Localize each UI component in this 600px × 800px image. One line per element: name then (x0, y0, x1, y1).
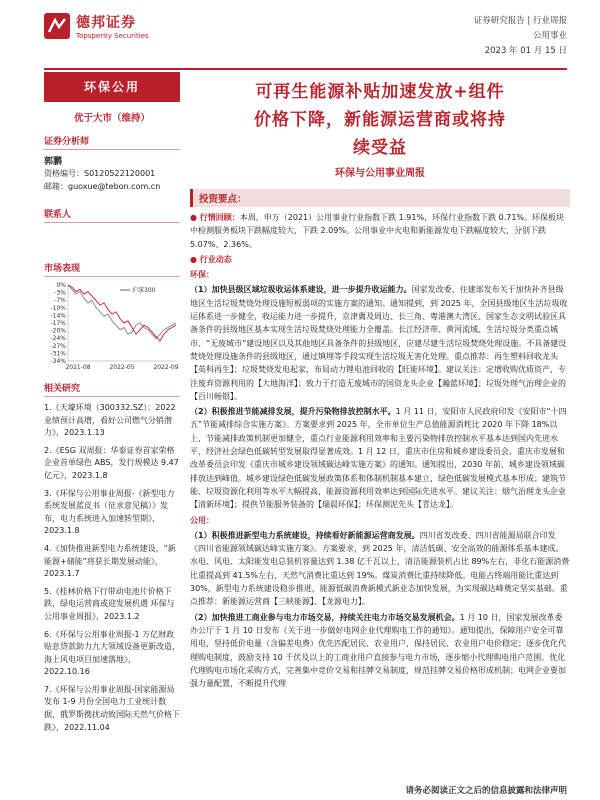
y-tick-label: -7% (54, 297, 66, 305)
y-tick-label: -3% (54, 289, 66, 297)
brand-name-en: Topsperity Securities (76, 32, 149, 40)
y-tick-label: -20% (50, 327, 66, 335)
related-list (44, 402, 180, 734)
sidebar (44, 72, 180, 784)
legend-label: 沪深300 (132, 287, 156, 294)
report-title (190, 78, 570, 162)
pub-item-1: （1）积极推进新型电力系统建设，持续看好新能源运营商发展。四川省发改委、四川省能源局联合印发《四川省能源领域碳达峰实施方案》。方案要求，到 2025 年，清洁低碳、安全高效的能源体系基本建成。水电、风电、太阳能发电总装机容量达到 1.38 亿千瓦以上，清洁能源装机占比 89%左右，非化石能源消费比重提高到 41.5%左右，天然气消费比重达到 19%。煤炭消费比重持续降低。电能占终端用能比重达到 30%，新型电力系统建设稳步推进，能源低碳消费新模式新业态加快发展，为实现碳达峰奠定坚实基础。重点推荐：新能源运营商【三峡能源】、【龙源电力】。 (190, 530, 570, 607)
related-item[interactable]: 4.《加快推进新型电力系统建设，“新能源+储能”将获长期发展动能》，2023.1.7 (44, 543, 176, 579)
title-line: 价格下降，新能源运营商或将持 (254, 110, 506, 130)
related-item[interactable]: 7.《环保与公用事业周报-国家能源局发布 1-9 月份全国电力工业统计数据，俄罗斯携扰动致国际天然气价格下跌》，2022.11.04 (44, 684, 180, 732)
related-section-title: 相关研究 (44, 381, 180, 397)
report-subtitle: 环保与公用事业周报 (335, 168, 425, 179)
analyst-name: 郭鹏 (44, 157, 63, 167)
market-section-title: 市场表现 (44, 261, 180, 277)
env-item-1: （1）加快县级区域垃圾收运体系建设，进一步提升收运能力。国家发改委、住建部发布关于加快补齐县级地区生活垃圾焚烧处理设施短板弱项的实施方案的通知。通知提到，到 2025 年，全国县级地区生活垃圾收运体系进一步健全，收运能力进一步提升，京津冀及周边、长三角、粤港澳大湾区、国家生态文明试验区具备条件的县级地区基本实现生活垃圾焚烧处理能力全覆盖。长江经济带、黄河流域、生活垃圾分类重点城市、“无废城市”建设地区以及其他地区具备条件的县级地区，应建尽建生活垃圾焚烧处理设施。不具备建设焚烧处理设施条件的县级地区，通过填埋等手段实现生活垃圾无害化处理。重点推荐：再生塑料回收龙头【英科再生】；垃圾焚烧发电起家，布局动力锂电池回收的【旺能环境】。建议关注：定增收购优质资产，专注废弃资源利用的【大地海洋】；致力于打造无废城市的国资龙头企业【瀚蓝环境】；垃圾处理气治理企业的【百川畅银】。 (190, 285, 568, 401)
y-tick-label: -34% (50, 358, 66, 365)
market-chart (44, 281, 180, 373)
y-tick-label: 0% (56, 282, 66, 289)
report-type: 证券研究报告 | 行业周报 (473, 16, 567, 26)
pub-label: 公用： (190, 515, 214, 525)
contacts-section-title: 联系人 (44, 207, 180, 223)
report-body (190, 211, 570, 690)
related-item[interactable]: 6.《环保与公用事业周报-1 万亿财政贴息贷款助力九大领域设备更新改造，海上风电项目加速落地》，2022.10.16 (44, 629, 180, 677)
invest-highlights-heading: 投资要点： (190, 189, 570, 207)
title-line: 续受益 (353, 138, 407, 158)
title-line: 可再生能源补贴加速发放+组件 (255, 82, 505, 102)
x-tick-label: 2022-05 (109, 364, 135, 371)
bullet-icon: ● (190, 213, 200, 222)
related-item[interactable]: 3.《环保与公用事业周报-《新型电力系统发展蓝皮书（征求意见稿）》发布，电力系统进入加速转型期》，2023.1.8 (44, 488, 175, 536)
legal-footer: 请务必阅读正文之后的信息披露和法律声明 (405, 786, 567, 796)
brand-logo (44, 12, 149, 40)
market-review: ● 行情回顾：本周，申万（2021）公用事业行业指数下跌 1.91%，环保行业指数下跌 0.71%。环保板块中检测服务板块下跌幅度较大，下跌 2.09%。公用事业中火电和新能源发电下跌幅度较大，分别下跌 5.07%、2.36%。 (190, 213, 565, 249)
analyst-email[interactable]: 邮箱：guoxue@tebon.com.cn (44, 182, 161, 191)
env-label: 环保： (190, 270, 214, 280)
y-tick-label: -24% (50, 335, 66, 343)
y-tick-label: -31% (50, 350, 66, 358)
bullet-icon: ● (190, 254, 200, 264)
analyst-section-title: 证券分析师 (44, 134, 180, 150)
header-divider (44, 68, 567, 70)
x-tick-label: 2022-09 (153, 364, 179, 371)
report-header (474, 14, 567, 59)
report-sector: 公用事业 (532, 31, 567, 41)
env-item-2: （2）积极推进节能减排发展，提升污染物排放控制水平。1 月 11 日，安阳市人民政府印发《安阳市“十四五”节能减排综合实施方案》。方案要求到 2025 年，全市单位生产总值能源消耗比 2020 年下降 18%以上，节能减排政策机制更加健全，重点行业能源利用效率和主要污染物排放控制水平基本达到国内先进水平，经济社会绿色低碳转型发展取得显著成效。1 月 12 日，重庆市住房和城乡建设委员会、重庆市发展和改革委员会印发《重庆市城乡建设领域碳达峰实施方案》的通知。通知提出，2030 年前，城乡建设领域碳排放达到峰值。城乡建设绿色低碳发展政策体系和体制机制基本建立，绿色低碳发展模式基本形成；建筑节能、垃圾资源化利用等水平大幅提高，能源资源利用效率达到国际先进水平。建议关注：烟气治理龙头企业【清新环境】；提供节能服务装备的【瑞晨环保】；环保测泥先头【青达龙】。 (190, 407, 567, 510)
series-line (68, 285, 176, 339)
report-date: 2023 年 01 月 15 日 (484, 46, 567, 56)
related-item[interactable]: 2.《ESG 双周报：华泰证券首家荣格企业首单绿色 ABS，发行规模达 9.47 亿元》，2023.1.8 (44, 445, 179, 480)
y-tick-label: -17% (50, 320, 66, 327)
x-tick-label: 2021-08 (65, 364, 91, 371)
main-content (190, 72, 570, 690)
related-item[interactable]: 1.《天壕环境（300332.SZ）：2022业绩预计高增，看好公司燃气分销潜力》，2023.1.13 (44, 403, 176, 438)
analyst-cert: 资格编号：S0120522120001 (44, 169, 156, 178)
pub-item-2: （2）加快推进工商业参与电力市场交易，持续关注电力市场交易发展机会。1 月 10 日，国家发展改革委办公厅于 1 月 10 日发布《关于进一步做好电网企业代理购电工作的通知》。通知提出，保障用户安全可靠用电，坚持低价电量（含偏差电费）优先匹配居民、农业用户，保持居民、农业用户电价稳定；逐步优化代理购电制度，鼓励支持 10 千伏及以上的工商业用户直接参与电力市场，逐步缩小代理购电用户范围。优化代理购电市场化采购方式，完善集中竞价交易和挂牌交易制度，规范挂牌交易价格形成机制；电网企业要加强力量配置，不断提升代理 (190, 612, 566, 689)
brand-name: 德邦证券 (76, 15, 136, 31)
series-line (68, 285, 176, 341)
y-tick-label: -10% (50, 304, 66, 312)
brand-mark-icon (44, 13, 70, 39)
sector-box: 环保公用 (44, 72, 180, 102)
y-tick-label: -14% (50, 312, 66, 320)
y-tick-label: -27% (50, 342, 66, 350)
related-item[interactable]: 5.《桂林价格下行带动电池片价格下跌，绿电运营商或迎发展机遇 环保与公用事业周报》，2023.1.2 (44, 586, 175, 621)
industry-dynamics-heading: ● 行业动态 (190, 254, 232, 264)
rating: 优于大市（维持） (73, 113, 150, 124)
